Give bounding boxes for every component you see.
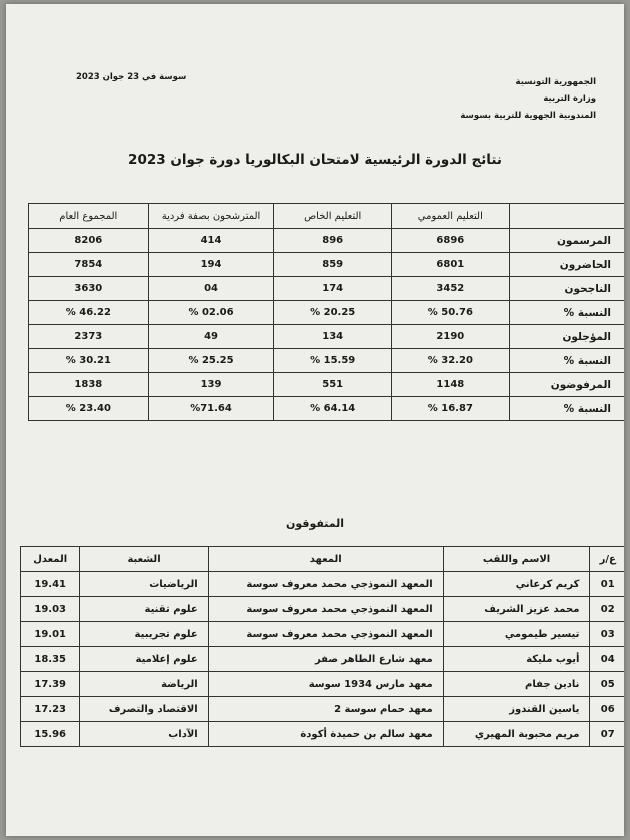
stats-cell: 2373 xyxy=(29,325,149,349)
topper-number: 05 xyxy=(590,672,624,697)
toppers-table xyxy=(20,546,624,747)
topper-number: 02 xyxy=(590,597,624,622)
topper-branch: علوم إعلامية xyxy=(80,647,208,672)
topper-school: المعهد النموذجي محمد معروف سوسة xyxy=(208,597,443,622)
topper-branch: الرياضة xyxy=(80,672,208,697)
stats-header-total: المجموع العام xyxy=(29,204,149,229)
topper-branch: الرياضيات xyxy=(80,572,208,597)
stats-cell: 6896 xyxy=(392,229,510,253)
stats-header-private: التعليم الخاص xyxy=(274,204,392,229)
stats-row-label: الحاضرون xyxy=(509,253,624,277)
stats-cell: 46.22 % xyxy=(29,301,149,325)
stats-cell: %71.64 xyxy=(148,397,274,421)
topper-average: 19.03 xyxy=(21,597,80,622)
table-row xyxy=(29,349,625,373)
topper-number: 04 xyxy=(590,647,624,672)
table-row xyxy=(29,397,625,421)
stats-row-label: المؤجلون xyxy=(509,325,624,349)
stats-row-label: المرفوضون xyxy=(509,373,624,397)
issuer-line-republic: الجمهورية التونسية xyxy=(515,77,596,87)
stats-cell: 04 xyxy=(148,277,274,301)
toppers-header-row xyxy=(21,547,625,572)
table-row xyxy=(29,325,625,349)
stats-cell: 50.76 % xyxy=(392,301,510,325)
stats-cell: 02.06 % xyxy=(148,301,274,325)
stats-row-label: المرسمون xyxy=(509,229,624,253)
stats-row-label: النسبة % xyxy=(509,301,624,325)
stats-cell: 32.20 % xyxy=(392,349,510,373)
topper-name: ياسين القندوز xyxy=(443,697,590,722)
table-row xyxy=(29,373,625,397)
stats-cell: 859 xyxy=(274,253,392,277)
stats-cell: 194 xyxy=(148,253,274,277)
table-row xyxy=(29,277,625,301)
topper-branch: الآداب xyxy=(80,722,208,747)
topper-name: محمد عزيز الشريف xyxy=(443,597,590,622)
topper-number: 03 xyxy=(590,622,624,647)
stats-cell: 551 xyxy=(274,373,392,397)
document-title: نتائج الدورة الرئيسية لامتحان البكالوريا دورة جوان 2023 xyxy=(128,152,502,168)
stats-cell: 6801 xyxy=(392,253,510,277)
document-date: سوسة في 23 جوان 2023 xyxy=(76,72,187,82)
topper-average: 19.01 xyxy=(21,622,80,647)
topper-school: معهد شارع الطاهر صفر xyxy=(208,647,443,672)
stats-cell: 3452 xyxy=(392,277,510,301)
stats-cell: 3630 xyxy=(29,277,149,301)
topper-average: 18.35 xyxy=(21,647,80,672)
toppers-header-branch: الشعبة xyxy=(80,547,208,572)
topper-school: معهد سالم بن حميدة أكودة xyxy=(208,722,443,747)
issuer-block xyxy=(436,74,596,125)
stats-cell: 414 xyxy=(148,229,274,253)
topper-branch: علوم تجريبية xyxy=(80,622,208,647)
topper-average: 17.23 xyxy=(21,697,80,722)
table-row xyxy=(29,229,625,253)
stats-cell: 8206 xyxy=(29,229,149,253)
stats-row-label: الناجحون xyxy=(509,277,624,301)
stats-header-public: التعليم العمومي xyxy=(392,204,510,229)
toppers-header-name: الاسم واللقب xyxy=(443,547,590,572)
stats-cell: 30.21 % xyxy=(29,349,149,373)
topper-average: 15.96 xyxy=(21,722,80,747)
table-row xyxy=(21,697,625,722)
document-page xyxy=(6,4,624,836)
topper-name: تيسير طيمومي xyxy=(443,622,590,647)
toppers-header-average: المعدل xyxy=(21,547,80,572)
table-row xyxy=(29,253,625,277)
topper-name: أيوب مليكة xyxy=(443,647,590,672)
stats-cell: 7854 xyxy=(29,253,149,277)
table-row xyxy=(21,672,625,697)
stats-header-row xyxy=(29,204,625,229)
stats-cell: 2190 xyxy=(392,325,510,349)
table-row xyxy=(29,301,625,325)
toppers-title: المتفوقون xyxy=(285,517,345,530)
stats-cell: 23.40 % xyxy=(29,397,149,421)
topper-school: المعهد النموذجي محمد معروف سوسة xyxy=(208,572,443,597)
topper-name: نادين جفام xyxy=(443,672,590,697)
topper-average: 17.39 xyxy=(21,672,80,697)
topper-branch: الاقتصاد والتصرف xyxy=(80,697,208,722)
stats-cell: 1148 xyxy=(392,373,510,397)
results-stats-table xyxy=(28,203,624,421)
stats-cell: 16.87 % xyxy=(392,397,510,421)
topper-average: 19.41 xyxy=(21,572,80,597)
stats-header-empty xyxy=(509,204,624,229)
stats-cell: 49 xyxy=(148,325,274,349)
table-row xyxy=(21,722,625,747)
stats-cell: 20.25 % xyxy=(274,301,392,325)
topper-number: 01 xyxy=(590,572,624,597)
topper-number: 06 xyxy=(590,697,624,722)
stats-cell: 15.59 % xyxy=(274,349,392,373)
stats-cell: 139 xyxy=(148,373,274,397)
stats-cell: 25.25 % xyxy=(148,349,274,373)
table-row xyxy=(21,622,625,647)
table-row xyxy=(21,647,625,672)
stats-cell: 64.14 % xyxy=(274,397,392,421)
stats-row-label: النسبة % xyxy=(509,397,624,421)
table-row xyxy=(21,597,625,622)
topper-number: 07 xyxy=(590,722,624,747)
topper-school: معهد مارس 1934 سوسة xyxy=(208,672,443,697)
toppers-header-school: المعهد xyxy=(208,547,443,572)
stats-cell: 896 xyxy=(274,229,392,253)
topper-school: المعهد النموذجي محمد معروف سوسة xyxy=(208,622,443,647)
stats-cell: 174 xyxy=(274,277,392,301)
stats-cell: 134 xyxy=(274,325,392,349)
topper-name: مريم محبوبة المهيري xyxy=(443,722,590,747)
stats-row-label: النسبة % xyxy=(509,349,624,373)
table-row xyxy=(21,572,625,597)
topper-school: معهد حمام سوسة 2 xyxy=(208,697,443,722)
topper-branch: علوم تقنية xyxy=(80,597,208,622)
toppers-header-number: ع/ر xyxy=(590,547,624,572)
topper-name: كريم كرعاني xyxy=(443,572,590,597)
issuer-line-delegation: المندوبية الجهوية للتربية بسوسة xyxy=(460,111,596,121)
stats-cell: 1838 xyxy=(29,373,149,397)
issuer-line-ministry: وزارة التربية xyxy=(543,94,596,104)
stats-header-individual: المترشحون بصفة فردية xyxy=(148,204,274,229)
